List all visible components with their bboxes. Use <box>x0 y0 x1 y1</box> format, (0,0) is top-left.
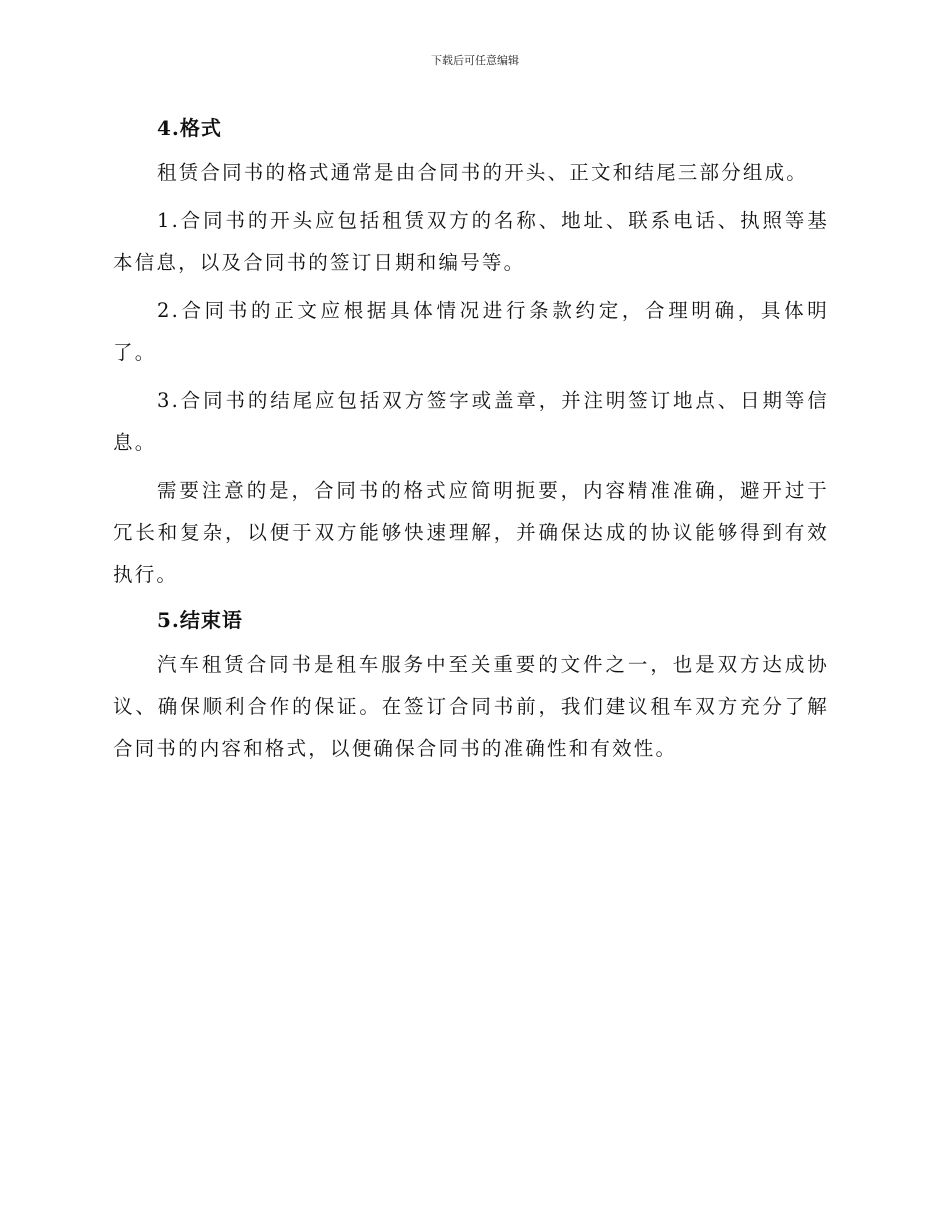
paragraph: 租赁合同书的格式通常是由合同书的开头、正文和结尾三部分组成。 <box>157 161 809 184</box>
document-body <box>113 110 829 770</box>
paragraph: 1.合同书的开头应包括租赁双方的名称、地址、联系电话、执照等基本信息，以及合同书的签订日期和编号等。 <box>113 209 829 274</box>
paragraph: 汽车租赁合同书是租车服务中至关重要的文件之一，也是双方达成协议、确保顺利合作的保证。在签订合同书前，我们建议租车双方充分了解合同书的内容和格式，以便确保合同书的准确性和有效性。 <box>113 653 829 760</box>
page-header: 下载后可任意编辑 <box>431 54 519 67</box>
paragraph: 3.合同书的结尾应包括双方签字或盖章，并注明签订地点、日期等信息。 <box>113 389 829 454</box>
paragraph: 2.合同书的正文应根据具体情况进行条款约定，合理明确，具体明了。 <box>113 299 829 364</box>
section-heading-conclusion: 5.结束语 <box>157 608 243 632</box>
paragraph: 需要注意的是，合同书的格式应简明扼要，内容精准准确，避开过于冗长和复杂，以便于双方能够快速理解，并确保达成的协议能够得到有效执行。 <box>113 479 829 586</box>
section-heading-format: 4.格式 <box>157 116 222 140</box>
